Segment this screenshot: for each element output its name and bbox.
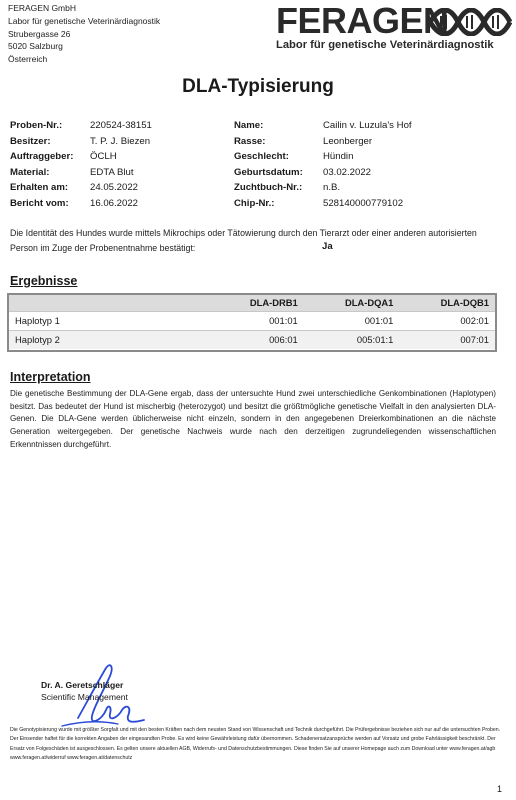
column-header: DLA-DQA1 (304, 295, 400, 311)
sender-country: Österreich (8, 54, 48, 65)
table-cell: Haplotyp 1 (9, 311, 209, 330)
signer-role: Scientific Management (41, 692, 128, 702)
column-header: DLA-DQB1 (399, 295, 495, 311)
table-cell: 001:01 (209, 311, 304, 330)
document-title: DLA-Typisierung (182, 76, 334, 97)
info-label: Proben-Nr.: (10, 120, 63, 131)
info-value: T. P. J. Biezen (90, 135, 151, 147)
info-row (234, 180, 412, 196)
sender-city: 5020 Salzburg (8, 41, 63, 52)
sender-tagline: Labor für genetische Veterinärdiagnostik (8, 15, 161, 26)
info-label: Name: (234, 120, 264, 131)
page-number: 1 (497, 784, 503, 794)
table-cell: Haplotyp 2 (9, 330, 209, 349)
dog-info-right (234, 118, 412, 211)
info-row (10, 134, 152, 150)
info-label: Zuchtbuch-Nr.: (234, 182, 303, 193)
sender-street: Strubergasse 26 (8, 28, 71, 39)
column-header (9, 295, 209, 311)
dna-helix-icon (428, 8, 512, 36)
info-value: Hündin (323, 151, 354, 162)
info-row (234, 118, 412, 134)
info-row (10, 118, 152, 134)
info-value: 220524-38151 (90, 120, 152, 131)
results-table (9, 295, 495, 349)
info-value: EDTA Blut (90, 166, 134, 178)
info-label: Geburtsdatum: (234, 166, 303, 178)
info-label: Besitzer: (10, 135, 51, 147)
info-label: Geschlecht: (234, 151, 289, 162)
sender-address (8, 2, 160, 66)
info-row (234, 149, 412, 165)
info-label: Erhalten am: (10, 182, 69, 193)
results-table-frame (7, 293, 497, 352)
info-value: Leonberger (323, 135, 373, 147)
results-heading: Ergebnisse (10, 274, 78, 288)
info-row (234, 196, 412, 212)
column-header: DLA-DRB1 (209, 295, 304, 311)
logo-subtitle: Labor für genetische Veterinärdiagnostik (276, 39, 494, 51)
info-value: ÖCLH (90, 151, 117, 162)
info-row (10, 196, 152, 212)
legal-disclaimer: Die Genotypisierung wurde mit größter Sorgfalt und mit den besten Kräften nach dem neusten Stand von Wissenschaft und Technik durchgeführt. Die Prüfergebnisse beziehen sich nur auf die untersuchten Proben. Der Einsender haftet für die korrekten Angaben der eingesandten Probe. Es wird keine Gewährleistung dafür übernommen. Schadenersatzansprüche werden auf Vorsatz und grobe Fahrlässigkeit beschränkt. Der Ersatz von Folgeschäden ist ausgeschlossen. Es gelten unsere aktuellen AGB, Widerrufs- und Datenschutzbestimmungen. Diese finden Sie auf unserer Homepage auch zum Download unter www.feragen.at/agb www.feragen.at/widerruf www.feragen.at/datenschutz (10, 727, 501, 762)
sample-info-left (10, 118, 152, 211)
info-label: Rasse: (234, 135, 266, 147)
identity-statement: Die Identität des Hundes wurde mittels Mikrochips oder Tätowierung durch den Tierarzt oder einer anderen autorisierten Person im Zuge der Probenentnahme bestätigt: (10, 228, 477, 253)
info-value: 16.06.2022 (90, 197, 139, 209)
info-value: n.B. (323, 182, 341, 193)
table-row (9, 330, 495, 349)
info-value: 528140000779102 (323, 197, 404, 209)
interpretation-heading: Interpretation (10, 370, 91, 384)
signer-name: Dr. A. Geretschläger (41, 680, 124, 690)
info-value: 03.02.2022 (323, 166, 372, 178)
info-value: 24.05.2022 (90, 182, 139, 193)
table-cell: 007:01 (399, 330, 495, 349)
identity-answer: Ja (322, 241, 333, 252)
info-value: Cailin v. Luzula's Hof (323, 120, 412, 131)
table-cell: 001:01 (304, 311, 400, 330)
info-label: Material: (10, 166, 50, 178)
table-header-row (9, 295, 495, 311)
feragen-logo (272, 2, 512, 62)
info-label: Bericht vom: (10, 197, 69, 209)
table-row (9, 311, 495, 330)
sender-company: FERAGEN GmbH (8, 3, 77, 13)
info-row (10, 149, 152, 165)
table-cell: 005:01:1 (304, 330, 400, 349)
logo-wordmark: FERAGEN (276, 0, 449, 41)
table-cell: 006:01 (209, 330, 304, 349)
interpretation-text: Die genetische Bestimmung der DLA-Gene ergab, dass der untersuchte Hund zwei unterschiedliche Genkombinationen (Haplotypen) besitzt. Das bedeutet der Hund ist mischerbig (heterozygot) und besitzt die größtmögliche genetische Vielfalt in den analysierten DLA-Genen. Die DLA-Gene werden üblicherweise nicht einzeln, sondern in den angegebenen Dreierkombinationen an die nächste Generation weitergegeben. Der genetische Nachweis wurde nach den derzeitigen zugrundeliegenden wissenschaftlichen Erkenntnissen durchgeführt. (10, 389, 496, 449)
info-row (234, 134, 412, 150)
info-row (10, 165, 152, 181)
info-row (234, 165, 412, 181)
info-label: Chip-Nr.: (234, 197, 275, 209)
info-row (10, 180, 152, 196)
table-cell: 002:01 (399, 311, 495, 330)
info-label: Auftraggeber: (10, 151, 74, 162)
